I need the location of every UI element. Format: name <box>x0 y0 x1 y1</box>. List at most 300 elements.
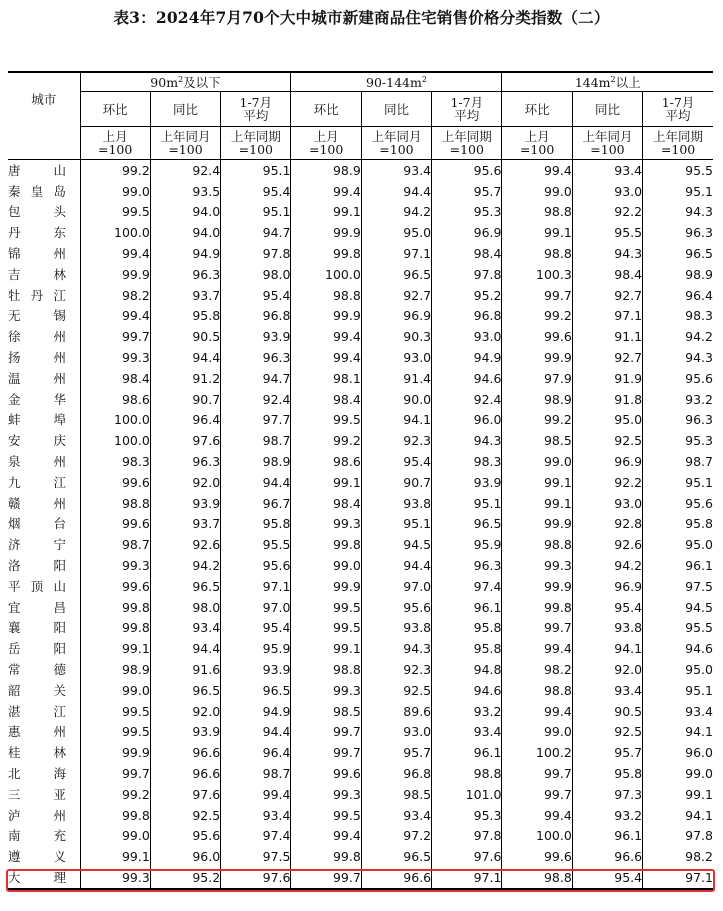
index-value: 98.7 <box>80 534 150 555</box>
index-value: 94.1 <box>361 410 431 431</box>
group-header-small: $90m^2$及以下 <box>80 72 291 92</box>
sub-header-2-1: 同比 <box>572 92 642 127</box>
index-value: 94.4 <box>150 347 220 368</box>
index-value: 94.1 <box>643 805 713 826</box>
index-value: 94.2 <box>643 326 713 347</box>
table-row <box>8 618 713 639</box>
index-value: 99.3 <box>291 784 361 805</box>
city-name: 韶 关 <box>8 682 66 698</box>
city-name: 大 理 <box>8 867 80 889</box>
index-value: 96.5 <box>221 680 291 701</box>
index-value: 97.4 <box>432 576 502 597</box>
index-value: 96.7 <box>221 493 291 514</box>
index-value: 97.6 <box>150 430 220 451</box>
index-value: 99.5 <box>80 722 150 743</box>
index-value: 99.8 <box>291 243 361 264</box>
index-value: 99.1 <box>80 846 150 867</box>
index-value: 96.4 <box>221 742 291 763</box>
index-value: 97.2 <box>361 826 431 847</box>
table-row <box>8 202 713 223</box>
index-value: 94.0 <box>150 222 220 243</box>
table-row <box>8 763 713 784</box>
index-value: 100.0 <box>80 430 150 451</box>
city-name: 常 德 <box>8 662 66 678</box>
index-value: 97.8 <box>432 826 502 847</box>
table-row <box>8 430 713 451</box>
index-value: 98.8 <box>502 243 572 264</box>
index-value: 93.9 <box>150 722 220 743</box>
table-row <box>8 222 713 243</box>
index-value: 98.6 <box>291 451 361 472</box>
index-value: 94.4 <box>361 555 431 576</box>
index-value: 94.6 <box>432 680 502 701</box>
index-value: 96.3 <box>432 555 502 576</box>
index-value: 94.1 <box>643 722 713 743</box>
index-value: 93.4 <box>572 680 642 701</box>
index-value: 94.3 <box>572 243 642 264</box>
index-value: 99.2 <box>291 430 361 451</box>
index-value: 92.7 <box>361 285 431 306</box>
base-header-1-2: 上年同期 =100 <box>432 127 502 160</box>
index-value: 92.2 <box>572 202 642 223</box>
index-value: 92.3 <box>361 659 431 680</box>
index-value: 98.1 <box>291 368 361 389</box>
index-value: 99.1 <box>502 472 572 493</box>
index-value: 99.9 <box>80 742 150 763</box>
index-value: 96.5 <box>361 264 431 285</box>
index-value: 97.1 <box>572 306 642 327</box>
city-name: 岳 阳 <box>8 641 66 657</box>
table-row <box>8 389 713 410</box>
index-value: 93.7 <box>150 285 220 306</box>
index-value: 96.3 <box>643 222 713 243</box>
city-name: 秦 皇 岛 <box>8 183 66 199</box>
index-value: 99.0 <box>643 763 713 784</box>
table-row <box>8 846 713 867</box>
index-value: 99.2 <box>80 784 150 805</box>
index-value: 98.9 <box>80 659 150 680</box>
index-value: 93.8 <box>361 493 431 514</box>
base-header-1-1: 上年同月 =100 <box>361 127 431 160</box>
index-value: 96.0 <box>150 846 220 867</box>
index-value: 92.0 <box>572 659 642 680</box>
index-value: 99.6 <box>80 472 150 493</box>
index-value: 98.8 <box>432 763 502 784</box>
base-header-2-0: 上月 =100 <box>502 127 572 160</box>
index-value: 99.4 <box>221 784 291 805</box>
table-row <box>8 285 713 306</box>
index-value: 97.7 <box>221 410 291 431</box>
index-value: 99.5 <box>80 202 150 223</box>
index-value: 99.5 <box>291 410 361 431</box>
table-row <box>8 410 713 431</box>
index-value: 97.5 <box>221 846 291 867</box>
index-value: 96.1 <box>572 826 642 847</box>
index-value: 93.7 <box>150 514 220 535</box>
index-value: 99.7 <box>502 285 572 306</box>
index-value: 99.5 <box>291 618 361 639</box>
index-value: 98.9 <box>221 451 291 472</box>
index-value: 89.6 <box>361 701 431 722</box>
city-name: 北 海 <box>8 766 66 781</box>
index-value: 94.7 <box>221 368 291 389</box>
index-value: 99.4 <box>291 181 361 202</box>
index-value: 94.3 <box>361 638 431 659</box>
index-value: 94.3 <box>643 347 713 368</box>
table-row <box>8 243 713 264</box>
index-value: 98.0 <box>221 264 291 285</box>
index-value: 96.9 <box>361 306 431 327</box>
index-value: 99.3 <box>291 680 361 701</box>
base-header-0-0: 上月 =100 <box>80 127 150 160</box>
index-value: 98.7 <box>221 430 291 451</box>
index-value: 99.9 <box>291 222 361 243</box>
city-name: 无 锡 <box>8 308 66 324</box>
index-value: 96.6 <box>150 742 220 763</box>
sub-header-2-2: 1-7月 平均 <box>643 92 713 127</box>
index-value: 95.6 <box>643 493 713 514</box>
index-value: 96.5 <box>361 846 431 867</box>
index-value: 94.6 <box>432 368 502 389</box>
index-value: 97.0 <box>221 597 291 618</box>
city-name: 宜 昌 <box>8 599 66 615</box>
index-value: 92.5 <box>572 722 642 743</box>
index-value: 99.3 <box>80 867 150 889</box>
index-value: 99.0 <box>502 451 572 472</box>
index-value: 99.1 <box>643 784 713 805</box>
index-value: 96.1 <box>432 742 502 763</box>
index-value: 94.4 <box>150 638 220 659</box>
index-value: 93.0 <box>572 493 642 514</box>
index-value: 91.6 <box>150 659 220 680</box>
index-value: 96.8 <box>221 306 291 327</box>
index-value: 99.2 <box>502 306 572 327</box>
table-row <box>8 514 713 535</box>
index-value: 100.0 <box>291 264 361 285</box>
table-row <box>8 638 713 659</box>
index-value: 96.8 <box>361 763 431 784</box>
index-value: 95.6 <box>361 597 431 618</box>
index-value: 95.9 <box>432 534 502 555</box>
index-value: 97.8 <box>643 826 713 847</box>
index-value: 91.4 <box>361 368 431 389</box>
index-value: 94.5 <box>361 534 431 555</box>
index-value: 97.1 <box>221 576 291 597</box>
index-value: 95.3 <box>432 805 502 826</box>
index-value: 93.2 <box>643 389 713 410</box>
index-value: 99.9 <box>502 514 572 535</box>
index-value: 99.1 <box>291 638 361 659</box>
index-value: 99.2 <box>502 410 572 431</box>
index-value: 96.3 <box>643 410 713 431</box>
index-value: 99.9 <box>502 347 572 368</box>
city-name: 金 华 <box>8 391 66 407</box>
city-name: 三 亚 <box>8 786 66 802</box>
sub-header-0-2: 1-7月 平均 <box>221 92 291 127</box>
index-value: 95.9 <box>221 638 291 659</box>
base-header-2-1: 上年同月 =100 <box>572 127 642 160</box>
index-value: 95.8 <box>432 618 502 639</box>
index-value: 99.1 <box>291 202 361 223</box>
index-value: 92.0 <box>150 701 220 722</box>
table-row <box>8 306 713 327</box>
index-value: 99.8 <box>291 846 361 867</box>
index-value: 99.9 <box>291 576 361 597</box>
index-value: 92.5 <box>361 680 431 701</box>
index-value: 94.7 <box>221 222 291 243</box>
index-value: 97.9 <box>502 368 572 389</box>
city-column-header: 城市 <box>8 72 80 127</box>
index-value: 98.9 <box>291 160 361 181</box>
table-row <box>8 451 713 472</box>
table-row <box>8 181 713 202</box>
index-value: 95.4 <box>572 867 642 889</box>
index-value: 99.8 <box>80 805 150 826</box>
index-value: 99.1 <box>291 472 361 493</box>
index-value: 99.1 <box>502 222 572 243</box>
index-value: 95.1 <box>221 160 291 181</box>
index-value: 94.6 <box>643 638 713 659</box>
index-value: 99.8 <box>80 597 150 618</box>
index-value: 96.6 <box>150 763 220 784</box>
table-row <box>8 534 713 555</box>
index-value: 99.7 <box>80 326 150 347</box>
index-value: 99.7 <box>502 618 572 639</box>
sub-header-1-2: 1-7月 平均 <box>432 92 502 127</box>
index-value: 92.4 <box>221 389 291 410</box>
index-value: 99.4 <box>502 805 572 826</box>
index-value: 98.4 <box>572 264 642 285</box>
index-value: 98.9 <box>643 264 713 285</box>
base-header-2-2: 上年同期 =100 <box>643 127 713 160</box>
index-value: 98.5 <box>291 701 361 722</box>
index-value: 99.5 <box>291 597 361 618</box>
index-value: 100.0 <box>502 826 572 847</box>
index-value: 96.9 <box>572 576 642 597</box>
index-value: 101.0 <box>432 784 502 805</box>
index-value: 95.4 <box>221 181 291 202</box>
index-value: 99.3 <box>291 514 361 535</box>
index-value: 94.8 <box>432 659 502 680</box>
table-row <box>8 659 713 680</box>
index-value: 97.0 <box>361 576 431 597</box>
index-value: 93.4 <box>150 618 220 639</box>
index-value: 93.2 <box>432 701 502 722</box>
index-value: 94.0 <box>150 202 220 223</box>
table-row <box>8 160 713 181</box>
city-name: 洛 阳 <box>8 558 66 574</box>
group-header-large: $144m^2$以上 <box>502 72 713 92</box>
index-value: 95.4 <box>572 597 642 618</box>
table-row <box>8 576 713 597</box>
index-value: 95.5 <box>643 160 713 181</box>
index-value: 97.4 <box>221 826 291 847</box>
index-value: 99.7 <box>80 763 150 784</box>
index-value: 94.9 <box>150 243 220 264</box>
index-value: 96.1 <box>432 597 502 618</box>
city-name: 温 州 <box>8 370 66 386</box>
index-value: 94.5 <box>643 597 713 618</box>
table-row <box>8 680 713 701</box>
city-name: 桂 林 <box>8 745 66 761</box>
index-value: 98.4 <box>80 368 150 389</box>
index-value: 99.6 <box>80 514 150 535</box>
index-value: 90.5 <box>572 701 642 722</box>
index-value: 95.4 <box>221 285 291 306</box>
index-value: 94.3 <box>432 430 502 451</box>
index-value: 92.3 <box>361 430 431 451</box>
index-value: 93.0 <box>361 722 431 743</box>
index-value: 93.0 <box>572 181 642 202</box>
index-value: 95.6 <box>432 160 502 181</box>
base-header-1-0: 上月 =100 <box>291 127 361 160</box>
index-value: 93.4 <box>361 805 431 826</box>
sub-header-2-0: 环比 <box>502 92 572 127</box>
city-name: 唐 山 <box>8 162 66 178</box>
index-value: 95.3 <box>432 202 502 223</box>
index-value: 97.3 <box>572 784 642 805</box>
sub-header-0-0: 环比 <box>80 92 150 127</box>
index-value: 96.3 <box>221 347 291 368</box>
city-name: 平 顶 山 <box>8 578 66 594</box>
table-row <box>8 555 713 576</box>
city-name: 湛 江 <box>8 703 66 719</box>
table-row <box>8 264 713 285</box>
index-value: 99.4 <box>291 326 361 347</box>
index-value: 92.7 <box>572 285 642 306</box>
index-value: 99.7 <box>291 722 361 743</box>
index-value: 95.7 <box>361 742 431 763</box>
index-value: 93.4 <box>361 160 431 181</box>
index-value: 95.8 <box>643 514 713 535</box>
price-index-table <box>8 71 713 890</box>
index-value: 99.7 <box>502 784 572 805</box>
index-value: 94.4 <box>361 181 431 202</box>
city-name: 吉 林 <box>8 266 66 282</box>
index-value: 97.6 <box>150 784 220 805</box>
index-value: 94.9 <box>432 347 502 368</box>
index-value: 96.6 <box>572 846 642 867</box>
index-value: 99.9 <box>80 264 150 285</box>
table-row <box>8 472 713 493</box>
index-value: 97.6 <box>221 867 291 889</box>
index-value: 98.3 <box>80 451 150 472</box>
index-value: 95.8 <box>221 514 291 535</box>
index-value: 98.8 <box>502 202 572 223</box>
index-value: 99.7 <box>502 763 572 784</box>
index-value: 98.2 <box>80 285 150 306</box>
city-name: 烟 台 <box>8 516 66 532</box>
index-value: 99.6 <box>502 326 572 347</box>
index-value: 99.4 <box>80 243 150 264</box>
index-value: 99.3 <box>80 555 150 576</box>
city-name: 丹 东 <box>8 225 66 241</box>
index-value: 95.7 <box>432 181 502 202</box>
index-value: 96.8 <box>432 306 502 327</box>
index-value: 93.8 <box>361 618 431 639</box>
index-value: 92.5 <box>150 805 220 826</box>
index-value: 96.5 <box>150 680 220 701</box>
city-name: 南 充 <box>8 828 66 844</box>
table-row <box>8 368 713 389</box>
index-value: 99.5 <box>80 701 150 722</box>
index-value: 90.3 <box>361 326 431 347</box>
index-value: 92.5 <box>572 430 642 451</box>
index-value: 93.9 <box>150 493 220 514</box>
city-name: 扬 州 <box>8 350 66 366</box>
index-value: 93.8 <box>572 618 642 639</box>
index-value: 92.6 <box>150 534 220 555</box>
index-value: 91.2 <box>150 368 220 389</box>
index-value: 94.2 <box>150 555 220 576</box>
base-header-0-1: 上年同月 =100 <box>150 127 220 160</box>
index-value: 97.1 <box>361 243 431 264</box>
index-value: 96.6 <box>361 867 431 889</box>
index-value: 94.9 <box>221 701 291 722</box>
index-value: 97.5 <box>643 576 713 597</box>
index-value: 99.2 <box>80 160 150 181</box>
index-value: 96.4 <box>150 410 220 431</box>
group-header-medium: $90-144m^2$ <box>291 72 502 92</box>
index-value: 95.4 <box>221 618 291 639</box>
index-value: 92.6 <box>572 534 642 555</box>
index-value: 97.1 <box>432 867 502 889</box>
index-value: 95.0 <box>643 659 713 680</box>
index-value: 100.2 <box>502 742 572 763</box>
table-row <box>8 347 713 368</box>
index-value: 94.4 <box>221 472 291 493</box>
index-value: 95.1 <box>643 472 713 493</box>
index-value: 94.2 <box>361 202 431 223</box>
index-value: 95.6 <box>221 555 291 576</box>
city-name: 泉 州 <box>8 454 66 470</box>
index-value: 94.2 <box>572 555 642 576</box>
index-value: 93.0 <box>432 326 502 347</box>
index-value: 95.6 <box>150 826 220 847</box>
index-value: 95.8 <box>432 638 502 659</box>
index-value: 96.5 <box>643 243 713 264</box>
index-value: 95.0 <box>572 410 642 431</box>
index-value: 97.6 <box>432 846 502 867</box>
city-name: 泸 州 <box>8 807 66 823</box>
index-value: 91.8 <box>572 389 642 410</box>
index-value: 93.9 <box>221 659 291 680</box>
index-value: 93.0 <box>361 347 431 368</box>
index-value: 96.0 <box>432 410 502 431</box>
index-value: 98.3 <box>432 451 502 472</box>
index-value: 99.0 <box>80 181 150 202</box>
table-row <box>8 597 713 618</box>
index-value: 99.9 <box>291 306 361 327</box>
table-row <box>8 722 713 743</box>
table-title: 表3：2024年7月70个大中城市新建商品住宅销售价格分类指数（二） <box>113 8 610 27</box>
index-value: 98.8 <box>502 867 572 889</box>
index-value: 98.7 <box>643 451 713 472</box>
index-value: 100.0 <box>80 222 150 243</box>
table-row <box>8 742 713 763</box>
index-value: 99.4 <box>502 638 572 659</box>
index-value: 95.8 <box>150 306 220 327</box>
index-value: 96.9 <box>432 222 502 243</box>
index-value: 95.4 <box>361 451 431 472</box>
table-row <box>8 867 713 889</box>
index-value: 93.9 <box>221 326 291 347</box>
index-value: 98.5 <box>361 784 431 805</box>
index-value: 98.4 <box>291 493 361 514</box>
index-value: 99.8 <box>80 618 150 639</box>
index-value: 99.3 <box>80 347 150 368</box>
index-value: 99.0 <box>80 680 150 701</box>
